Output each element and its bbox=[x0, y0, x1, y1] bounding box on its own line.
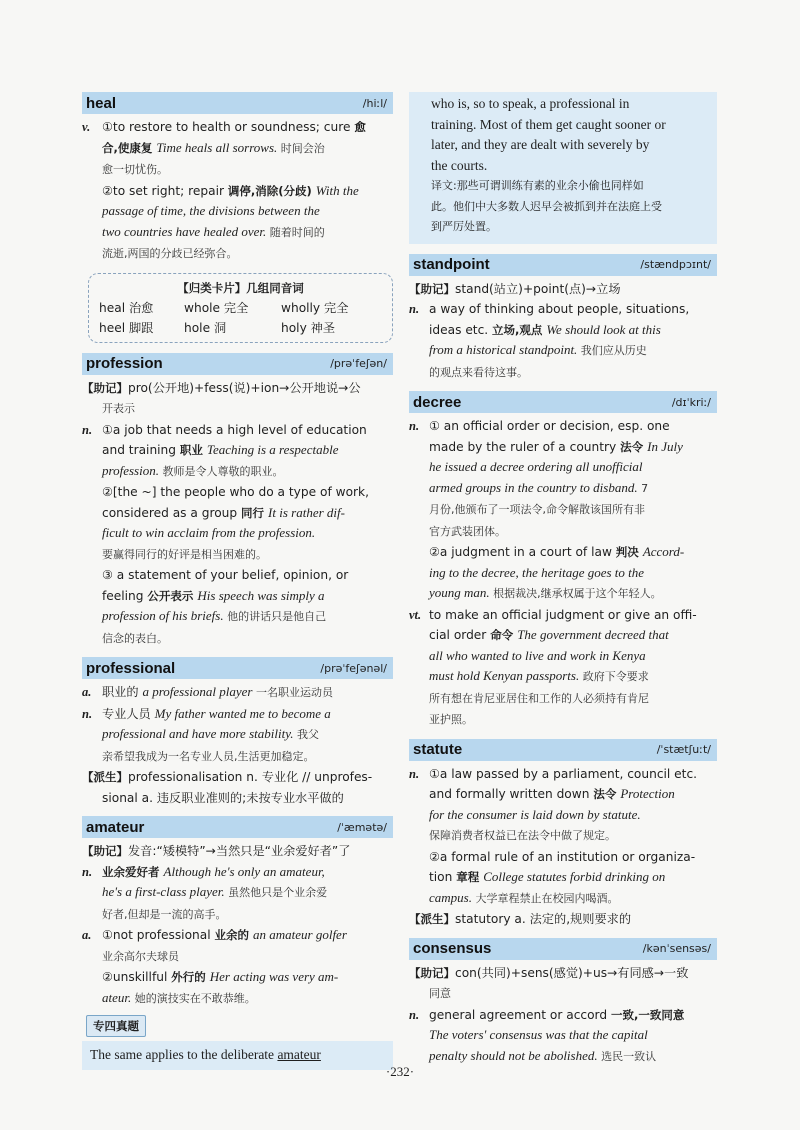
example-sentence: penalty should not be abolished. bbox=[429, 1047, 598, 1063]
example-sentence: Although he's only an amateur, bbox=[163, 863, 325, 879]
definition-line bbox=[82, 682, 393, 704]
definition-line bbox=[409, 542, 717, 563]
definition-lines bbox=[82, 378, 393, 650]
definition-line bbox=[409, 437, 717, 458]
definition-line bbox=[409, 583, 717, 605]
card-cell: heal 治愈 bbox=[99, 300, 154, 315]
headword: decree bbox=[413, 393, 462, 411]
definition-text: ②a judgment in a court of law bbox=[429, 545, 616, 559]
example-sentence: campus. bbox=[429, 889, 472, 905]
chinese-translation: 根据裁决,继承权属于这个年轻人。 bbox=[489, 587, 662, 600]
chinese-translation: 流逝,两国的分歧已经弥合。 bbox=[102, 247, 238, 260]
chinese-gloss: 法令 bbox=[593, 787, 621, 801]
definition-line bbox=[82, 222, 393, 244]
definition-line bbox=[82, 565, 393, 586]
definition-lines bbox=[82, 841, 393, 1009]
headword: professional bbox=[86, 659, 176, 677]
definition-line bbox=[82, 503, 393, 524]
definition-line bbox=[409, 784, 717, 805]
card-row bbox=[99, 318, 382, 338]
definition-line bbox=[409, 362, 717, 384]
definition-line bbox=[82, 724, 393, 746]
chinese-translation: 亲希望我成为一名专业人员,生活更加稳定。 bbox=[102, 749, 315, 763]
entry-decree bbox=[409, 391, 717, 731]
definition-line bbox=[82, 606, 393, 628]
chinese-gloss: 命令 bbox=[490, 628, 518, 642]
headword: statute bbox=[413, 741, 463, 758]
definition-line bbox=[82, 925, 393, 946]
definition-line bbox=[82, 544, 393, 566]
definition-text: ③ a statement of your belief, opinion, or bbox=[102, 568, 349, 582]
phonetic: /kənˈsensəs/ bbox=[642, 942, 711, 955]
chinese-translation: 时间会治 bbox=[277, 141, 325, 155]
definition-line bbox=[409, 563, 717, 584]
chinese-translation: 要赢得同行的好评是相当困难的。 bbox=[102, 547, 267, 561]
chinese-translation: 随着时间的 bbox=[266, 225, 325, 239]
section-tag: 【派生】 bbox=[409, 912, 455, 926]
definition-line bbox=[82, 181, 393, 202]
card-cell: heel 脚跟 bbox=[99, 320, 154, 335]
headword-bar bbox=[82, 353, 393, 375]
chinese-gloss: 业余爱好者 bbox=[102, 864, 164, 879]
card-cell: holy 神圣 bbox=[281, 320, 336, 335]
example-sentence: a professional player bbox=[142, 684, 253, 699]
chinese-translation: 开表示 bbox=[102, 402, 135, 415]
card-cell: wholly 完全 bbox=[281, 300, 349, 315]
definition-text: a way of thinking about people, situations, bbox=[429, 302, 690, 316]
part-of-speech: a. bbox=[82, 685, 92, 699]
definition-text: ②to set right; repair bbox=[102, 183, 228, 198]
chinese-gloss: 调停,消除(分歧) bbox=[227, 183, 316, 198]
definition-line bbox=[82, 628, 393, 650]
entry-heal bbox=[82, 92, 393, 265]
card-row bbox=[99, 298, 382, 318]
section-tag: 【助记】 bbox=[82, 380, 128, 395]
phonetic: /prəˈfeʃən/ bbox=[330, 357, 387, 370]
definition-line bbox=[82, 946, 393, 968]
part-of-speech: n. bbox=[82, 706, 93, 721]
definition-lines bbox=[409, 416, 717, 731]
definition-line bbox=[82, 704, 393, 725]
example-sentence: armed groups in the country to disband. bbox=[429, 479, 638, 495]
part-of-speech: v. bbox=[82, 120, 91, 134]
definition-line bbox=[82, 746, 393, 768]
definition-line bbox=[82, 378, 393, 399]
chinese-translation: 愈一切忧伤。 bbox=[102, 163, 168, 176]
part-of-speech: vt. bbox=[409, 607, 422, 622]
chinese-translation: 教师是令人尊敬的职业。 bbox=[158, 464, 284, 478]
definition-line bbox=[82, 420, 393, 441]
definition-line bbox=[409, 625, 717, 646]
part-of-speech: n. bbox=[82, 864, 93, 879]
example-sentence: profession. bbox=[102, 462, 159, 478]
entry-amateur bbox=[82, 816, 393, 1009]
entry-consensus bbox=[409, 938, 717, 1068]
example-sentence: must hold Kenyan passports. bbox=[429, 668, 580, 683]
section-tag: 【助记】 bbox=[409, 965, 455, 980]
entry-statute bbox=[409, 739, 717, 930]
definition-text: feeling bbox=[102, 588, 148, 603]
chinese-translation: 一名职业运动员 bbox=[252, 686, 333, 699]
definition-line bbox=[409, 416, 717, 437]
definition-text: ①not professional bbox=[102, 928, 215, 942]
definition-line bbox=[82, 440, 393, 461]
definition-text: and training bbox=[102, 443, 180, 457]
example-sentence: With the bbox=[315, 182, 359, 198]
definition-text: ①a job that needs a high level of education bbox=[102, 422, 367, 437]
exam-line: the courts. bbox=[431, 157, 488, 173]
chinese-translation: 所有想在肯尼亚居住和工作的人必须持有肯尼 bbox=[429, 691, 649, 705]
translation-line: 到严厉处置。 bbox=[431, 220, 497, 233]
example-sentence: from a historical standpoint. bbox=[429, 342, 578, 357]
exam-text-part: The same applies to the deliberate bbox=[90, 1047, 278, 1062]
headword-bar bbox=[82, 92, 393, 114]
card-title: 【归类卡片】几组同音词 bbox=[177, 280, 304, 295]
definition-line bbox=[82, 788, 393, 809]
definition-line bbox=[82, 398, 393, 420]
chinese-translation: 虽然他只是个业余爱 bbox=[224, 886, 328, 899]
example-sentence: passage of time, the divisions between the bbox=[102, 203, 320, 218]
headword: amateur bbox=[86, 818, 145, 836]
definition-line bbox=[409, 340, 717, 362]
chinese-translation: 信念的表白。 bbox=[102, 631, 168, 645]
definition-text: ①a law passed by a parliament, council etc. bbox=[429, 766, 698, 781]
example-sentence: professional and have more stability. bbox=[102, 726, 294, 741]
card-cell: whole 完全 bbox=[184, 300, 249, 315]
definition-line bbox=[82, 523, 393, 544]
example-sentence: College statutes forbid drinking on bbox=[483, 869, 666, 884]
exam-line: who is, so to speak, a professional in bbox=[431, 96, 630, 111]
example-sentence: he issued a decree ordering all unofficial bbox=[429, 459, 643, 474]
chinese-gloss: 一致,一致同意 bbox=[610, 1007, 685, 1022]
chinese-gloss: 外行的 bbox=[171, 970, 210, 984]
headword: standpoint bbox=[413, 256, 490, 273]
chinese-gloss: 法令 bbox=[620, 439, 648, 454]
headword-bar bbox=[82, 816, 393, 838]
chinese-gloss: 同行 bbox=[241, 505, 269, 520]
definition-text: ②a formal rule of an institution or organiza- bbox=[429, 849, 696, 864]
definition-text: to make an official judgment or give an offi- bbox=[429, 607, 697, 622]
definition-line bbox=[82, 201, 393, 222]
definition-line bbox=[82, 159, 393, 181]
headword-bar bbox=[409, 938, 717, 960]
definition-line bbox=[409, 909, 717, 930]
definition-lines bbox=[82, 117, 393, 265]
chinese-gloss: 章程 bbox=[456, 870, 484, 884]
example-sentence: profession of his briefs. bbox=[102, 608, 224, 623]
definition-line bbox=[409, 764, 717, 785]
definition-line bbox=[409, 1025, 717, 1046]
category-card bbox=[88, 273, 393, 343]
exam-text bbox=[90, 1045, 385, 1066]
exam-continuation bbox=[409, 92, 717, 244]
headword: heal bbox=[86, 94, 117, 112]
phonetic: /ˈstætʃuːt/ bbox=[656, 743, 711, 756]
definition-text: and formally written down bbox=[429, 787, 594, 801]
definition-lines bbox=[409, 963, 717, 1068]
definition-line bbox=[82, 138, 393, 160]
exam-label: 专四真题 bbox=[86, 1015, 146, 1037]
page-number: ·232· bbox=[385, 1064, 415, 1079]
phonetic: /prəˈfeʃənəl/ bbox=[320, 661, 387, 675]
definition-text: pro(公开地)+fess(说)+ion→公开地说→公 bbox=[128, 380, 361, 395]
part-of-speech: n. bbox=[82, 422, 93, 437]
entry-profession bbox=[82, 353, 393, 650]
definition-line bbox=[409, 888, 717, 910]
example-sentence: My father wanted me to become a bbox=[154, 705, 331, 721]
phonetic: /ˈæmətə/ bbox=[337, 820, 387, 834]
headword-bar bbox=[409, 254, 717, 276]
definition-lines bbox=[409, 764, 717, 930]
definition-line bbox=[82, 586, 393, 607]
headword: profession bbox=[86, 355, 163, 372]
chinese-translation: 7 bbox=[637, 481, 649, 495]
definition-line bbox=[82, 243, 393, 265]
definition-line bbox=[409, 805, 717, 826]
translation-line: 译文:那些可谓训练有素的业余小偷也同样如 bbox=[431, 179, 644, 192]
definition-text: professionalisation n. 专业化 // unprofes- bbox=[128, 770, 373, 784]
example-sentence: ficult to win acclaim from the profession. bbox=[102, 525, 316, 540]
definition-text: ②[the ~] the people who do a type of work, bbox=[102, 485, 369, 499]
definition-line bbox=[82, 117, 393, 138]
example-sentence: all who wanted to live and work in Kenya bbox=[429, 647, 646, 663]
definition-lines bbox=[409, 279, 717, 384]
part-of-speech: n. bbox=[409, 1007, 420, 1022]
chinese-translation: 月份,他颁布了一项法令,命令解散该国所有非 bbox=[429, 503, 645, 516]
example-sentence: Time heals all sorrows. bbox=[156, 139, 278, 155]
example-sentence: The voters' consensus was that the capital bbox=[429, 1027, 648, 1042]
entry-professional bbox=[82, 657, 393, 808]
definition-line bbox=[409, 983, 717, 1005]
definition-line bbox=[409, 646, 717, 667]
example-sentence: Her acting was very am- bbox=[209, 969, 339, 984]
definition-text: ①to restore to health or soundness; cure bbox=[102, 120, 355, 134]
chinese-translation: 的观点来看待这事。 bbox=[429, 365, 528, 379]
definition-line bbox=[409, 709, 717, 731]
chinese-translation: 大学章程禁止在校园内喝酒。 bbox=[471, 891, 619, 905]
definition-text: considered as a group bbox=[102, 505, 242, 520]
section-tag: 【派生】 bbox=[82, 770, 128, 784]
example-sentence: His speech was simply a bbox=[197, 587, 325, 603]
definition-text: 职业的 bbox=[102, 685, 143, 699]
right-column bbox=[409, 92, 717, 1067]
example-sentence: Protection bbox=[620, 786, 675, 801]
definition-text: general agreement or accord bbox=[429, 1007, 611, 1022]
entry-standpoint bbox=[409, 254, 717, 384]
definition-line bbox=[409, 666, 717, 688]
chinese-gloss: 合,使康复 bbox=[102, 140, 157, 155]
example-sentence: young man. bbox=[429, 585, 490, 600]
chinese-translation: 他的讲话只是他自己 bbox=[223, 610, 327, 623]
headword-bar bbox=[82, 657, 393, 679]
definition-text: 发音:“矮模特”→当然只是“业余爱好者”了 bbox=[128, 844, 351, 858]
definition-line bbox=[82, 862, 393, 883]
definition-text: 专业人员 bbox=[102, 706, 155, 721]
definition-line bbox=[409, 688, 717, 710]
chinese-translation: 官方武装团体。 bbox=[429, 524, 506, 538]
headword-bar bbox=[409, 739, 717, 761]
headword-bar bbox=[409, 391, 717, 413]
definition-line bbox=[82, 882, 393, 904]
part-of-speech: n. bbox=[409, 766, 420, 781]
definition-text: con(共同)+sens(感觉)+us→有同感→一致 bbox=[455, 965, 689, 980]
definition-line bbox=[409, 825, 717, 847]
section-tag: 【助记】 bbox=[409, 281, 455, 296]
definition-line bbox=[82, 482, 393, 503]
definition-text: ②unskillful bbox=[102, 970, 172, 984]
definition-text: ① an official order or decision, esp. one bbox=[429, 419, 670, 433]
example-sentence: Accord- bbox=[642, 544, 685, 559]
definition-line bbox=[409, 867, 717, 888]
part-of-speech: a. bbox=[82, 928, 92, 942]
chinese-translation: 我们应从历史 bbox=[577, 344, 647, 357]
definition-line bbox=[409, 1005, 717, 1026]
left-column bbox=[82, 92, 393, 1070]
example-sentence: It is rather dif- bbox=[268, 504, 345, 520]
definition-text: cial order bbox=[429, 628, 491, 642]
chinese-gloss: 公开表示 bbox=[147, 588, 198, 603]
exam-underlined-word: amateur bbox=[277, 1047, 321, 1062]
definition-line bbox=[409, 521, 717, 543]
chinese-gloss: 愈 bbox=[354, 120, 366, 134]
definition-line bbox=[409, 457, 717, 478]
definition-line bbox=[409, 847, 717, 868]
exam-line: later, and they are dealt with severely by bbox=[431, 137, 650, 152]
example-sentence: two countries have healed over. bbox=[102, 223, 267, 239]
chinese-gloss: 业余的 bbox=[214, 928, 253, 942]
phonetic: /stændpɔɪnt/ bbox=[640, 258, 711, 271]
definition-line bbox=[409, 499, 717, 521]
definition-line bbox=[409, 299, 717, 320]
definition-line bbox=[82, 767, 393, 788]
definition-line bbox=[82, 841, 393, 862]
phonetic: /dɪˈkriː/ bbox=[671, 395, 711, 409]
part-of-speech: n. bbox=[409, 302, 420, 316]
chinese-translation: 同意 bbox=[429, 987, 451, 1000]
definition-line bbox=[82, 461, 393, 483]
section-tag: 【助记】 bbox=[82, 844, 128, 858]
chinese-translation: 她的演技实在不敢恭维。 bbox=[131, 991, 256, 1005]
chinese-translation: 业余高尔夫球员 bbox=[102, 949, 179, 963]
definition-line bbox=[82, 904, 393, 926]
definition-line bbox=[409, 478, 717, 500]
chinese-gloss: 判决 bbox=[615, 545, 643, 559]
example-sentence: ateur. bbox=[102, 989, 132, 1005]
definition-text: tion bbox=[429, 870, 457, 884]
chinese-translation: 政府下令要求 bbox=[579, 670, 649, 683]
example-sentence: he's a first-class player. bbox=[102, 884, 225, 899]
example-sentence: Teaching is a respectable bbox=[206, 442, 339, 457]
definition-text: statutory a. 法定的,规则要求的 bbox=[455, 912, 632, 926]
example-sentence: an amateur golfer bbox=[253, 927, 347, 942]
chinese-translation: 选民一致认 bbox=[597, 1049, 657, 1063]
definition-text: made by the ruler of a country bbox=[429, 439, 621, 454]
definition-line bbox=[409, 605, 717, 626]
exam-line: training. Most of them get caught sooner or bbox=[431, 116, 666, 132]
example-sentence: for the consumer is laid down by statute. bbox=[429, 806, 641, 822]
chinese-gloss: 职业 bbox=[179, 443, 207, 457]
definition-line bbox=[409, 963, 717, 984]
chinese-gloss: 立场,观点 bbox=[492, 322, 547, 337]
definition-line bbox=[409, 279, 717, 300]
headword: consensus bbox=[413, 940, 492, 957]
phonetic: /hiːl/ bbox=[362, 96, 387, 110]
chinese-translation: 保障消费者权益已在法令中做了规定。 bbox=[429, 829, 616, 842]
definition-text: sional a. 违反职业准则的;未按专业水平做的 bbox=[102, 790, 344, 805]
definition-line bbox=[82, 967, 393, 988]
chinese-translation: 我父 bbox=[293, 728, 319, 741]
definition-lines bbox=[82, 682, 393, 808]
chinese-translation: 好者,但却是一流的高手。 bbox=[102, 907, 227, 921]
example-sentence: The government decreed that bbox=[517, 627, 669, 642]
translation-line: 此。他们中大多数人迟早会被抓到并在法庭上受 bbox=[431, 199, 662, 213]
chinese-translation: 亚护照。 bbox=[429, 713, 473, 726]
definition-text: ideas etc. bbox=[429, 322, 493, 337]
example-sentence: In July bbox=[647, 438, 683, 454]
definition-text: stand(站立)+point(点)→立场 bbox=[455, 281, 621, 296]
definition-line bbox=[409, 320, 717, 341]
part-of-speech: n. bbox=[409, 419, 420, 433]
example-sentence: We should look at this bbox=[546, 321, 661, 337]
card-cell: hole 洞 bbox=[184, 320, 227, 335]
definition-line bbox=[82, 988, 393, 1010]
example-sentence: ing to the decree, the heritage goes to the bbox=[429, 564, 645, 580]
